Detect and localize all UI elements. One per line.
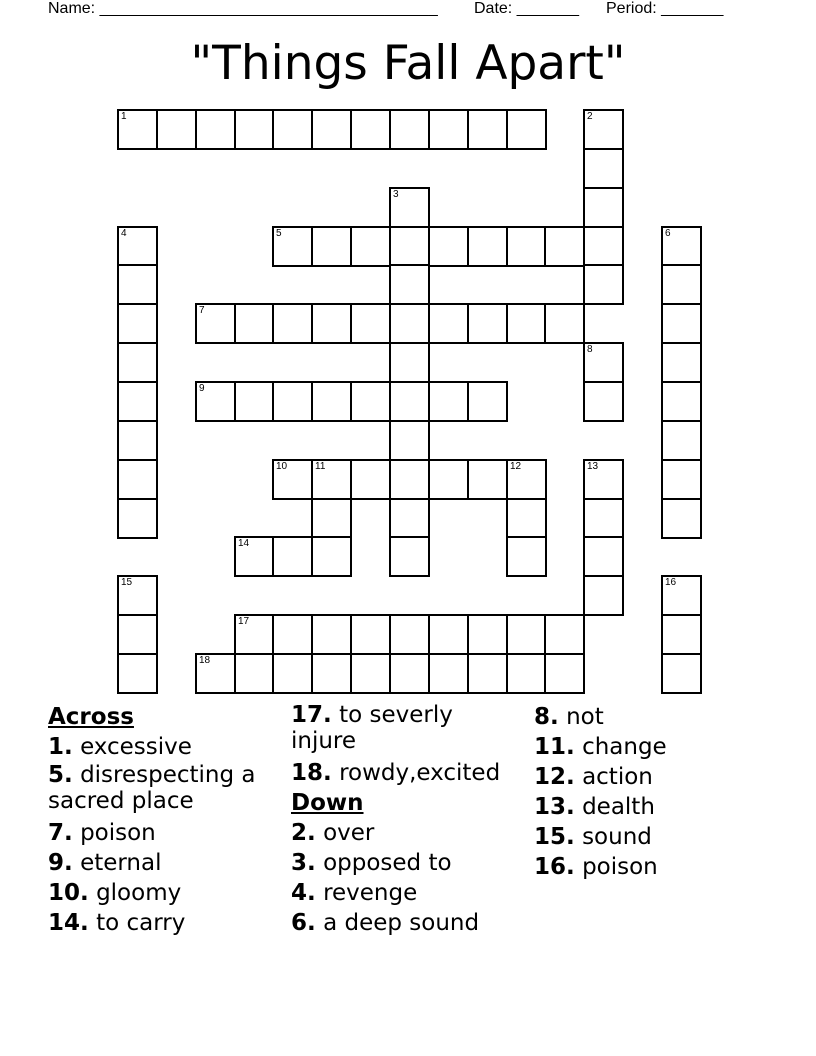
grid-cell[interactable] [311,614,352,655]
grid-cell[interactable] [311,381,352,422]
grid-cell[interactable] [350,653,391,694]
grid-cell[interactable] [467,614,508,655]
grid-cell[interactable] [234,303,275,344]
grid-cell[interactable] [389,536,430,577]
grid-cell[interactable] [117,264,158,305]
grid-cell[interactable] [156,109,197,150]
grid-cell[interactable] [661,420,702,461]
clue-across-10: 10. gloomy [48,880,182,906]
clue-down-6: 6. a deep sound [291,910,480,936]
grid-cell[interactable] [389,303,430,344]
clue-number-10: 10 [276,461,288,472]
grid-cell[interactable] [389,342,430,383]
grid-cell[interactable] [661,575,702,616]
grid-cell[interactable] [117,653,158,694]
grid-cell[interactable] [234,381,275,422]
clue-number-12: 12 [510,461,522,472]
grid-cell[interactable] [117,575,158,616]
clue-number-2: 2 [587,111,593,122]
grid-cell[interactable] [389,498,430,539]
across-heading: Across [48,704,134,730]
grid-cell[interactable] [467,109,508,150]
clue-number-18: 18 [199,655,211,666]
grid-cell[interactable] [272,109,313,150]
clue-number-14: 14 [238,538,250,549]
clue-across-5: 5. disrespecting a sacred place [48,762,256,814]
down-heading: Down [291,790,364,816]
grid-cell[interactable] [195,109,236,150]
grid-cell[interactable] [234,614,275,655]
puzzle-title: "Things Fall Apart" [190,36,626,91]
grid-cell[interactable] [506,226,547,267]
grid-cell[interactable] [272,381,313,422]
clue-number-8: 8 [587,344,593,355]
clue-number-17: 17 [238,616,250,627]
grid-cell[interactable] [661,264,702,305]
date-field-label[interactable]: Date: _______ [474,0,579,17]
grid-cell[interactable] [350,303,391,344]
clue-down-8: 8. not [534,704,604,730]
grid-cell[interactable] [350,459,391,500]
clue-across-7: 7. poison [48,820,156,846]
clue-number-7: 7 [199,305,205,316]
grid-cell[interactable] [661,653,702,694]
grid-cell[interactable] [544,303,585,344]
grid-cell[interactable] [661,614,702,655]
grid-cell[interactable] [583,459,624,500]
clue-down-2: 2. over [291,820,375,846]
grid-cell[interactable] [583,575,624,616]
clue-across-9: 9. eternal [48,850,162,876]
grid-cell[interactable] [467,381,508,422]
clue-across-1: 1. excessive [48,734,192,760]
grid-cell[interactable] [661,498,702,539]
name-field-label[interactable]: Name: ______________________________________ [48,0,438,17]
grid-cell[interactable] [389,109,430,150]
grid-cell[interactable] [583,109,624,150]
clue-column-1 [48,702,288,938]
grid-cell[interactable] [389,187,430,228]
grid-cell[interactable] [195,381,236,422]
grid-cell[interactable] [506,536,547,577]
grid-cell[interactable] [428,109,469,150]
grid-cell[interactable] [583,342,624,383]
grid-cell[interactable] [350,614,391,655]
clue-down-11: 11. change [534,734,667,760]
clue-number-15: 15 [121,577,133,588]
grid-cell[interactable] [389,653,430,694]
grid-cell[interactable] [661,342,702,383]
clue-number-16: 16 [665,577,677,588]
grid-cell[interactable] [195,653,236,694]
grid-cell[interactable] [117,303,158,344]
grid-cell[interactable] [506,109,547,150]
grid-cell[interactable] [428,653,469,694]
grid-cell[interactable] [428,614,469,655]
clue-number-13: 13 [587,461,599,472]
clue-number-3: 3 [393,189,399,200]
grid-cell[interactable] [389,381,430,422]
grid-cell[interactable] [506,459,547,500]
grid-cell[interactable] [311,459,352,500]
grid-cell[interactable] [311,498,352,539]
clue-down-13: 13. dealth [534,794,655,820]
clue-number-11: 11 [315,461,326,472]
grid-cell[interactable] [661,381,702,422]
grid-cell[interactable] [117,342,158,383]
grid-cell[interactable] [661,226,702,267]
grid-cell[interactable] [117,420,158,461]
grid-cell[interactable] [583,264,624,305]
grid-cell[interactable] [389,226,430,267]
grid-cell[interactable] [661,303,702,344]
grid-cell[interactable] [544,614,585,655]
clue-number-9: 9 [199,383,205,394]
grid-cell[interactable] [272,459,313,500]
grid-cell[interactable] [117,459,158,500]
grid-cell[interactable] [311,226,352,267]
grid-cell[interactable] [583,226,624,267]
grid-cell[interactable] [467,653,508,694]
grid-cell[interactable] [389,614,430,655]
grid-cell[interactable] [272,303,313,344]
clue-across-14: 14. to carry [48,910,186,936]
grid-cell[interactable] [506,614,547,655]
grid-cell[interactable] [117,109,158,150]
grid-cell[interactable] [350,109,391,150]
grid-cell[interactable] [661,459,702,500]
clue-down-12: 12. action [534,764,653,790]
grid-cell[interactable] [506,653,547,694]
grid-cell[interactable] [583,536,624,577]
clue-down-4: 4. revenge [291,880,418,906]
grid-cell[interactable] [272,614,313,655]
grid-cell[interactable] [428,303,469,344]
grid-cell[interactable] [583,498,624,539]
grid-cell[interactable] [544,653,585,694]
grid-cell[interactable] [428,226,469,267]
grid-cell[interactable] [583,148,624,189]
grid-cell[interactable] [350,226,391,267]
grid-cell[interactable] [583,187,624,228]
grid-cell[interactable] [389,459,430,500]
grid-cell[interactable] [272,653,313,694]
clue-down-3: 3. opposed to [291,850,452,876]
grid-cell[interactable] [389,264,430,305]
grid-cell[interactable] [428,459,469,500]
grid-cell[interactable] [234,653,275,694]
grid-cell[interactable] [428,381,469,422]
grid-cell[interactable] [117,614,158,655]
clue-down-15: 15. sound [534,824,652,850]
clue-down-16: 16. poison [534,854,658,880]
grid-cell[interactable] [234,536,275,577]
grid-cell[interactable] [506,498,547,539]
grid-cell[interactable] [311,536,352,577]
grid-cell[interactable] [350,381,391,422]
grid-cell[interactable] [117,498,158,539]
grid-cell[interactable] [467,303,508,344]
clue-number-6: 6 [665,228,671,239]
grid-cell[interactable] [583,381,624,422]
clue-across-17: 17. to severly injure [291,702,453,754]
period-field-label[interactable]: Period: _______ [606,0,724,17]
clue-number-1: 1 [121,111,127,122]
clue-across-18: 18. rowdy,excited [291,760,501,786]
grid-cell[interactable] [389,420,430,461]
grid-cell[interactable] [234,109,275,150]
clue-number-4: 4 [121,228,127,239]
grid-cell[interactable] [195,303,236,344]
grid-cell[interactable] [272,226,313,267]
grid-cell[interactable] [467,459,508,500]
clue-column-2 [291,702,521,938]
grid-cell[interactable] [117,381,158,422]
grid-cell[interactable] [311,109,352,150]
grid-cell[interactable] [544,226,585,267]
grid-cell[interactable] [311,653,352,694]
clue-number-5: 5 [276,228,282,239]
grid-cell[interactable] [467,226,508,267]
grid-cell[interactable] [272,536,313,577]
grid-cell[interactable] [117,226,158,267]
grid-cell[interactable] [506,303,547,344]
grid-cell[interactable] [311,303,352,344]
clue-column-3 [534,702,774,882]
